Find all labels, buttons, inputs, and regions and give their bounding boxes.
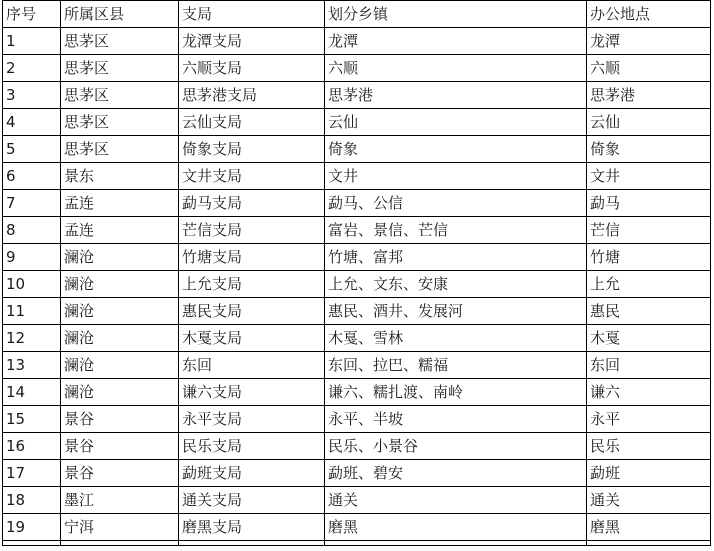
cell-branch: 通关支局	[179, 487, 325, 514]
empty-cell	[61, 541, 179, 546]
cell-office-location: 上允	[587, 271, 711, 298]
cell-office-location: 思茅港	[587, 82, 711, 109]
cell-towns: 竹塘、富邦	[325, 244, 587, 271]
cell-office-location: 云仙	[587, 109, 711, 136]
cell-index: 2	[3, 55, 61, 82]
cell-branch: 思茅港支局	[179, 82, 325, 109]
table-row	[3, 28, 711, 55]
cell-branch: 勐马支局	[179, 190, 325, 217]
table-row	[3, 325, 711, 352]
cell-branch: 民乐支局	[179, 433, 325, 460]
cell-county: 景谷	[61, 406, 179, 433]
cell-office-location: 竹塘	[587, 244, 711, 271]
cell-index: 6	[3, 163, 61, 190]
cell-branch: 六顺支局	[179, 55, 325, 82]
cell-office-location: 磨黑	[587, 514, 711, 541]
cell-branch: 倚象支局	[179, 136, 325, 163]
cell-towns: 云仙	[325, 109, 587, 136]
cell-branch: 磨黑支局	[179, 514, 325, 541]
cell-towns: 龙潭	[325, 28, 587, 55]
table-row	[3, 190, 711, 217]
branch-office-table	[2, 0, 711, 546]
table-row	[3, 514, 711, 541]
cell-county: 孟连	[61, 190, 179, 217]
cell-towns: 思茅港	[325, 82, 587, 109]
table-row	[3, 460, 711, 487]
cell-index: 9	[3, 244, 61, 271]
header-county: 所属区县	[61, 1, 179, 28]
cell-county: 澜沧	[61, 379, 179, 406]
cell-towns: 勐马、公信	[325, 190, 587, 217]
cell-towns: 民乐、小景谷	[325, 433, 587, 460]
table-row	[3, 379, 711, 406]
cell-index: 13	[3, 352, 61, 379]
cell-towns: 惠民、酒井、发展河	[325, 298, 587, 325]
empty-cell	[3, 541, 61, 546]
cell-branch: 上允支局	[179, 271, 325, 298]
cell-branch: 勐班支局	[179, 460, 325, 487]
table-row	[3, 82, 711, 109]
cell-index: 18	[3, 487, 61, 514]
cell-county: 思茅区	[61, 82, 179, 109]
cell-index: 3	[3, 82, 61, 109]
cell-branch: 谦六支局	[179, 379, 325, 406]
table-row	[3, 217, 711, 244]
cell-office-location: 东回	[587, 352, 711, 379]
cell-towns: 谦六、糯扎渡、南岭	[325, 379, 587, 406]
cell-branch: 云仙支局	[179, 109, 325, 136]
cell-office-location: 勐马	[587, 190, 711, 217]
table-row	[3, 109, 711, 136]
cell-index: 4	[3, 109, 61, 136]
table-row	[3, 244, 711, 271]
cell-index: 7	[3, 190, 61, 217]
table-row	[3, 487, 711, 514]
table-row	[3, 163, 711, 190]
cell-county: 澜沧	[61, 244, 179, 271]
cell-towns: 磨黑	[325, 514, 587, 541]
table-row	[3, 271, 711, 298]
cell-branch: 文井支局	[179, 163, 325, 190]
cell-index: 14	[3, 379, 61, 406]
cell-index: 10	[3, 271, 61, 298]
cell-county: 景东	[61, 163, 179, 190]
cell-branch: 龙潭支局	[179, 28, 325, 55]
cell-county: 景谷	[61, 433, 179, 460]
cell-towns: 文井	[325, 163, 587, 190]
cell-towns: 木戛、雪林	[325, 325, 587, 352]
cell-county: 澜沧	[61, 325, 179, 352]
cell-office-location: 木戛	[587, 325, 711, 352]
cell-office-location: 民乐	[587, 433, 711, 460]
cell-towns: 六顺	[325, 55, 587, 82]
header-branch: 支局	[179, 1, 325, 28]
table-header-row	[3, 1, 711, 28]
cell-index: 16	[3, 433, 61, 460]
cell-office-location: 龙潭	[587, 28, 711, 55]
cell-office-location: 芒信	[587, 217, 711, 244]
header-index: 序号	[3, 1, 61, 28]
cell-branch: 惠民支局	[179, 298, 325, 325]
empty-cell	[587, 541, 711, 546]
cell-branch: 竹塘支局	[179, 244, 325, 271]
cell-office-location: 文井	[587, 163, 711, 190]
cell-office-location: 倚象	[587, 136, 711, 163]
table-row	[3, 433, 711, 460]
table-row	[3, 136, 711, 163]
cell-county: 思茅区	[61, 136, 179, 163]
cell-branch: 永平支局	[179, 406, 325, 433]
cell-branch: 芒信支局	[179, 217, 325, 244]
cell-office-location: 惠民	[587, 298, 711, 325]
cell-county: 澜沧	[61, 352, 179, 379]
cell-towns: 上允、文东、安康	[325, 271, 587, 298]
cell-towns: 富岩、景信、芒信	[325, 217, 587, 244]
cell-county: 景谷	[61, 460, 179, 487]
cell-towns: 倚象	[325, 136, 587, 163]
cell-index: 11	[3, 298, 61, 325]
cell-county: 墨江	[61, 487, 179, 514]
table-row	[3, 55, 711, 82]
cell-office-location: 谦六	[587, 379, 711, 406]
cell-office-location: 永平	[587, 406, 711, 433]
cell-towns: 勐班、碧安	[325, 460, 587, 487]
cell-towns: 永平、半坡	[325, 406, 587, 433]
cell-index: 17	[3, 460, 61, 487]
table-row	[3, 406, 711, 433]
table-row	[3, 352, 711, 379]
cell-index: 5	[3, 136, 61, 163]
table-row	[3, 298, 711, 325]
cell-county: 澜沧	[61, 298, 179, 325]
cell-county: 澜沧	[61, 271, 179, 298]
cell-towns: 通关	[325, 487, 587, 514]
cell-county: 思茅区	[61, 109, 179, 136]
cell-index: 12	[3, 325, 61, 352]
cell-county: 宁洱	[61, 514, 179, 541]
cell-office-location: 通关	[587, 487, 711, 514]
table-row-cut-off	[3, 541, 711, 546]
cell-office-location: 勐班	[587, 460, 711, 487]
cell-towns: 东回、拉巴、糯福	[325, 352, 587, 379]
cell-branch: 东回	[179, 352, 325, 379]
header-towns: 划分乡镇	[325, 1, 587, 28]
cell-county: 思茅区	[61, 55, 179, 82]
cell-county: 思茅区	[61, 28, 179, 55]
cell-index: 1	[3, 28, 61, 55]
cell-index: 15	[3, 406, 61, 433]
empty-cell	[325, 541, 587, 546]
cell-index: 8	[3, 217, 61, 244]
empty-cell	[179, 541, 325, 546]
cell-office-location: 六顺	[587, 55, 711, 82]
header-office-location: 办公地点	[587, 1, 711, 28]
cell-county: 孟连	[61, 217, 179, 244]
cell-branch: 木戛支局	[179, 325, 325, 352]
cell-index: 19	[3, 514, 61, 541]
